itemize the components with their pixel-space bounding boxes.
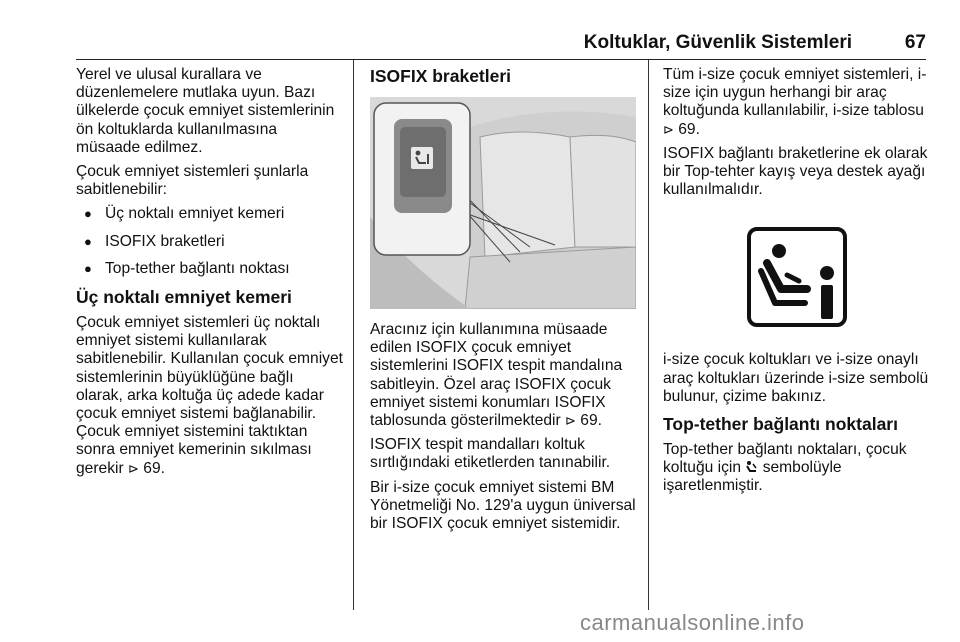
page-reference[interactable]: 69. <box>678 120 700 138</box>
i-size-symbol-icon <box>747 227 847 327</box>
isofix-paragraph-3: Bir i-size çocuk emniyet sistemi BM Yönetmeliği No. 129'a uygun üniversal bir ISOFIX çocuk emniyet sistemidir. <box>370 478 636 533</box>
intro-paragraph: Yerel ve ulusal kurallara ve düzenlemelere mutlaka uyun. Bazı ülkelerde çocuk emniyet sistemlerinin ön koltuklarda kullanılmasına müsaade edilmez. <box>76 66 335 156</box>
column-divider-left <box>353 60 354 610</box>
page-reference[interactable]: 69. <box>580 412 602 430</box>
page-header <box>76 28 926 58</box>
fixing-intro-paragraph: Çocuk emniyet sistemleri şunlarla sabitlenebilir: <box>76 163 309 199</box>
page-reference-arrow-icon: ⊳ <box>663 121 674 137</box>
isize-paragraph-1: Tüm i-size çocuk emniyet sistemleri, i-size için uygun herhangi bir araç koltuğunda kullanılabilir, i-size tablosu ⊳ 69. <box>663 66 927 138</box>
page-reference[interactable]: 69. <box>143 459 165 477</box>
list-item: ● ISOFIX braketleri <box>84 232 225 250</box>
isofix-paragraph-1: Aracınız için kullanımına müsaade edilen ISOFIX çocuk emniyet sistemlerini ISOFIX tespit mandalına sabitleyin. Özel araç ISOFIX çocuk emniyet sistemi konumları ISOFIX tablosunda gösterilmektedir ⊳ 69. <box>370 321 623 430</box>
right-column <box>663 66 931 502</box>
top-tether-heading: Top-tether bağlantı noktaları <box>663 414 898 435</box>
isize-paragraph-3: i-size çocuk koltukları ve i-size onaylı araç koltukları üzerinde i-size sembolü bulunur, çizime bakınız. <box>663 351 929 405</box>
page-reference-arrow-icon: ⊳ <box>565 413 576 429</box>
top-tether-icon <box>745 460 758 473</box>
column-divider-right <box>648 60 649 610</box>
top-tether-paragraph: Top-tether bağlantı noktaları, çocuk koltuğu için sembolüyle işaretlenmiştir. <box>663 441 907 495</box>
isize-paragraph-2: ISOFIX bağlantı braketlerine ek olarak bir Top-tehter kayış veya destek ayağı kullanılmalıdır. <box>663 144 928 199</box>
isofix-heading: ISOFIX braketleri <box>370 66 512 86</box>
list-item: ● Üç noktalı emniyet kemeri <box>84 205 285 223</box>
three-point-belt-paragraph: Çocuk emniyet sistemleri üç noktalı emniyet sistemi kullanılarak sabitlenebilir. Kullanılan çocuk emniyet sistemlerinin büyüklüğüne bağlı olarak, arka koltuğa üç adede kadar çocuk emniyet sistemi bağlanabilir. Çocuk emniyet sistemini taktıktan sonra emniyet kemerinin sıkılması gerekir ⊳ 69. <box>76 314 343 477</box>
three-point-belt-heading: Üç noktalı emniyet kemeri <box>76 287 292 308</box>
bullet-icon: ● <box>84 260 92 276</box>
page-reference-arrow-icon: ⊳ <box>128 460 139 476</box>
fixing-methods-list <box>76 205 344 278</box>
section-title: Koltuklar, Güvenlik Sistemleri <box>583 32 852 53</box>
list-item: ● Top-tether bağlantı noktası <box>84 259 290 277</box>
watermark: carmanualsonline.info <box>580 610 805 635</box>
header-divider <box>76 59 926 60</box>
bullet-icon: ● <box>84 233 92 249</box>
isofix-seat-illustration <box>370 97 636 309</box>
bullet-icon: ● <box>84 206 92 222</box>
middle-column <box>370 66 642 539</box>
isofix-paragraph-2: ISOFIX tespit mandalları koltuk sırtlığındaki etiketlerden tanınabilir. <box>370 436 611 472</box>
isofix-photo <box>370 97 636 309</box>
page-number: 67 <box>904 32 926 53</box>
left-column <box>76 66 344 484</box>
